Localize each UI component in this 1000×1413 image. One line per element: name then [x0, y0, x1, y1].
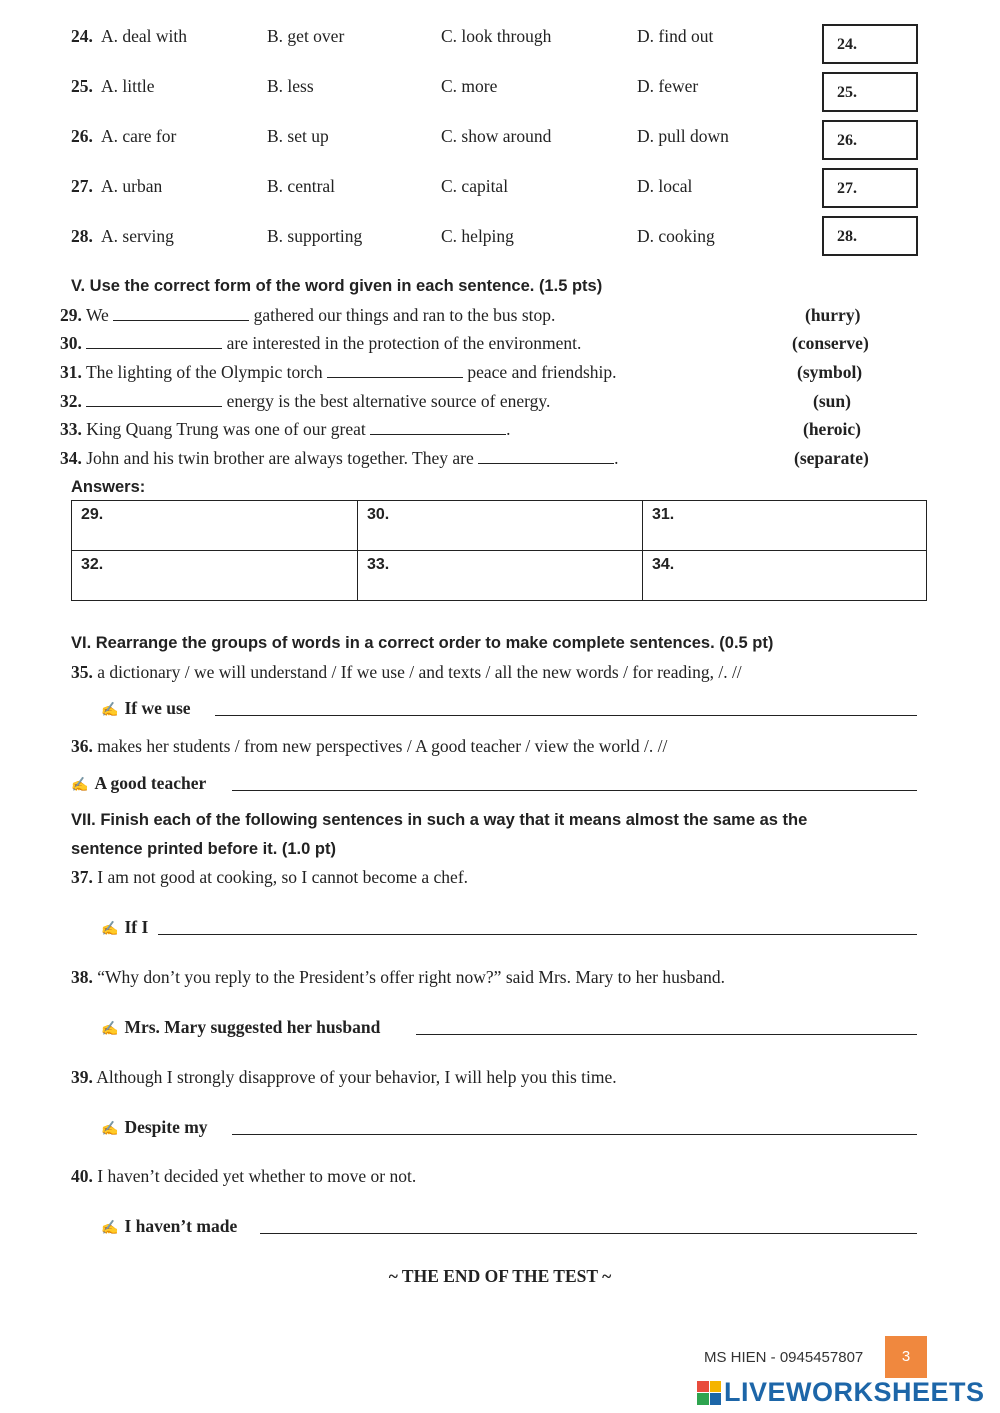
option-c: C. helping — [441, 226, 514, 246]
sentence-end: peace and friendship. — [467, 362, 617, 382]
answer-prompt-35 — [101, 698, 191, 719]
answer-prompt-38 — [101, 1017, 380, 1038]
sentence-start: The lighting of the Olympic torch — [85, 362, 323, 382]
question-number: 36. — [71, 736, 93, 756]
original-sentence: I haven’t decided yet whether to move or not. — [97, 1166, 417, 1186]
option-d: D. pull down — [637, 126, 729, 146]
answer-prompt-36 — [71, 773, 206, 794]
given-word: (conserve) — [792, 333, 869, 353]
section-7-title-line2: sentence printed before it. (1.0 pt) — [71, 840, 336, 858]
question-number: 29. — [60, 305, 82, 325]
answer-cell-34[interactable]: 34. — [652, 556, 675, 573]
answer-prompt-37 — [101, 917, 148, 938]
pen-icon: ✍ — [101, 1221, 119, 1236]
sentence-start: King Quang Trung was one of our great — [86, 419, 366, 439]
option-c: C. capital — [441, 176, 509, 196]
answer-cell-33[interactable]: 33. — [358, 551, 643, 600]
option-c: C. look through — [441, 26, 552, 46]
sentence-end: energy is the best alternative source of energy. — [226, 391, 551, 411]
answer-box-26[interactable] — [822, 120, 918, 160]
fill-blank[interactable] — [113, 308, 249, 321]
given-word: (separate) — [794, 448, 869, 468]
option-b: B. central — [267, 176, 336, 196]
sentence-end: . — [506, 419, 511, 439]
word-form-item-29 — [60, 305, 555, 326]
question-number: 27. — [71, 176, 93, 196]
word-form-item-34 — [60, 448, 618, 469]
option-a: A. deal with — [101, 26, 188, 46]
fill-blank[interactable] — [370, 422, 506, 435]
answers-label: Answers: — [71, 478, 146, 496]
fill-blank[interactable] — [327, 365, 463, 378]
given-word: (sun) — [813, 391, 851, 411]
page-number: 3 — [885, 1336, 927, 1378]
question-number: 26. — [71, 126, 93, 146]
answer-line-35[interactable] — [215, 715, 917, 716]
option-b: B. less — [267, 76, 314, 96]
answer-line-36[interactable] — [232, 790, 917, 791]
section-7-title-line1: VII. Finish each of the following sentences in such a way that it means almost the same as the — [71, 811, 808, 829]
question-number: 38. — [71, 967, 93, 987]
question-number: 37. — [71, 867, 93, 887]
section-6-title: VI. Rearrange the groups of words in a correct order to make complete sentences. (0.5 pt) — [71, 634, 774, 652]
question-number: 24. — [71, 26, 93, 46]
option-a: A. little — [101, 76, 155, 96]
option-d: D. cooking — [637, 226, 715, 246]
pen-icon: ✍ — [101, 1022, 119, 1037]
answer-cell-31[interactable]: 31. — [643, 501, 926, 551]
prompt-text: If we use — [124, 698, 191, 718]
sentence-start: We — [85, 305, 109, 325]
answer-box-28[interactable] — [822, 216, 918, 256]
transform-item-37 — [71, 867, 468, 888]
answer-line-38[interactable] — [416, 1034, 917, 1035]
rearrange-item-36 — [71, 736, 667, 757]
pen-icon: ✍ — [101, 703, 119, 718]
question-number: 35. — [71, 662, 93, 682]
original-sentence: Although I strongly disapprove of your behavior, I will help you this time. — [96, 1067, 617, 1087]
given-word: (heroic) — [803, 419, 861, 439]
sentence-end: . — [614, 448, 619, 468]
prompt-text: If I — [124, 917, 149, 937]
answer-line-40[interactable] — [260, 1233, 917, 1234]
question-number: 31. — [60, 362, 82, 382]
answers-table — [71, 500, 927, 601]
original-sentence: “Why don’t you reply to the President’s offer right now?” said Mrs. Mary to her husband. — [97, 967, 726, 987]
answer-cell-30[interactable]: 30. — [358, 501, 643, 551]
option-d: D. local — [637, 176, 693, 196]
answer-box-24[interactable] — [822, 24, 918, 64]
sentence-start: John and his twin brother are always together. They are — [86, 448, 474, 468]
option-d: D. find out — [637, 26, 714, 46]
prompt-text: Mrs. Mary suggested her husband — [124, 1017, 381, 1037]
fill-blank[interactable] — [86, 394, 222, 407]
question-number: 25. — [71, 76, 93, 96]
brand-name: LIVEWORKSHEETS — [724, 1377, 985, 1407]
rearrange-item-35 — [71, 662, 742, 683]
answer-line-37[interactable] — [158, 934, 917, 935]
option-a: A. care for — [101, 126, 177, 146]
word-form-item-33 — [60, 419, 510, 440]
word-groups: makes her students / from new perspectives / A good teacher / view the world /. // — [97, 736, 668, 756]
option-b: B. get over — [267, 26, 345, 46]
answer-prompt-40 — [101, 1216, 237, 1237]
question-number: 33. — [60, 419, 82, 439]
answer-box-27[interactable] — [822, 168, 918, 208]
fill-blank[interactable] — [478, 451, 614, 464]
option-a: A. urban — [101, 176, 163, 196]
answer-cell-29[interactable]: 29. — [72, 501, 358, 551]
question-number: 30. — [60, 333, 82, 353]
answer-line-39[interactable] — [232, 1134, 917, 1135]
question-number: 34. — [60, 448, 82, 468]
author-contact: MS HIEN - 0945457807 — [704, 1349, 864, 1366]
word-form-item-31 — [60, 362, 617, 383]
answer-box-label: 26. — [837, 132, 857, 149]
answer-box-label: 27. — [837, 180, 857, 197]
question-number: 28. — [71, 226, 93, 246]
answer-box-25[interactable] — [822, 72, 918, 112]
pen-icon: ✍ — [101, 922, 119, 937]
answer-cell-32[interactable]: 32. — [72, 551, 358, 600]
pen-icon: ✍ — [101, 1122, 119, 1137]
option-b: B. set up — [267, 126, 329, 146]
given-word: (symbol) — [797, 362, 863, 382]
transform-item-39 — [71, 1067, 617, 1088]
option-c: C. show around — [441, 126, 552, 146]
word-form-item-30 — [60, 333, 581, 354]
option-c: C. more — [441, 76, 498, 96]
given-word: (hurry) — [805, 305, 861, 325]
question-number: 39. — [71, 1067, 93, 1087]
original-sentence: I am not good at cooking, so I cannot become a chef. — [97, 867, 469, 887]
sentence-end: gathered our things and ran to the bus stop. — [253, 305, 556, 325]
transform-item-40 — [71, 1166, 416, 1187]
answer-box-label: 28. — [837, 228, 857, 245]
fill-blank[interactable] — [86, 336, 222, 349]
transform-item-38 — [71, 967, 725, 988]
option-a: A. serving — [101, 226, 174, 246]
question-number: 40. — [71, 1166, 93, 1186]
word-form-item-32 — [60, 391, 550, 412]
option-d: D. fewer — [637, 76, 699, 96]
answer-box-label: 24. — [837, 36, 857, 53]
answer-prompt-39 — [101, 1117, 208, 1138]
section-5-title: V. Use the correct form of the word given in each sentence. (1.5 pts) — [71, 277, 603, 295]
sentence-end: are interested in the protection of the environment. — [226, 333, 582, 353]
answer-box-label: 25. — [837, 84, 857, 101]
option-b: B. supporting — [267, 226, 363, 246]
liveworksheets-logo — [697, 1377, 985, 1408]
prompt-text: I haven’t made — [124, 1216, 238, 1236]
question-number: 32. — [60, 391, 82, 411]
logo-icon — [697, 1381, 721, 1405]
word-groups: a dictionary / we will understand / If we use / and texts / all the new words / for reading, /. // — [97, 662, 742, 682]
end-of-test: ~ THE END OF THE TEST ~ — [388, 1266, 612, 1286]
prompt-text: Despite my — [124, 1117, 208, 1137]
pen-icon: ✍ — [71, 778, 89, 793]
prompt-text: A good teacher — [94, 773, 207, 793]
